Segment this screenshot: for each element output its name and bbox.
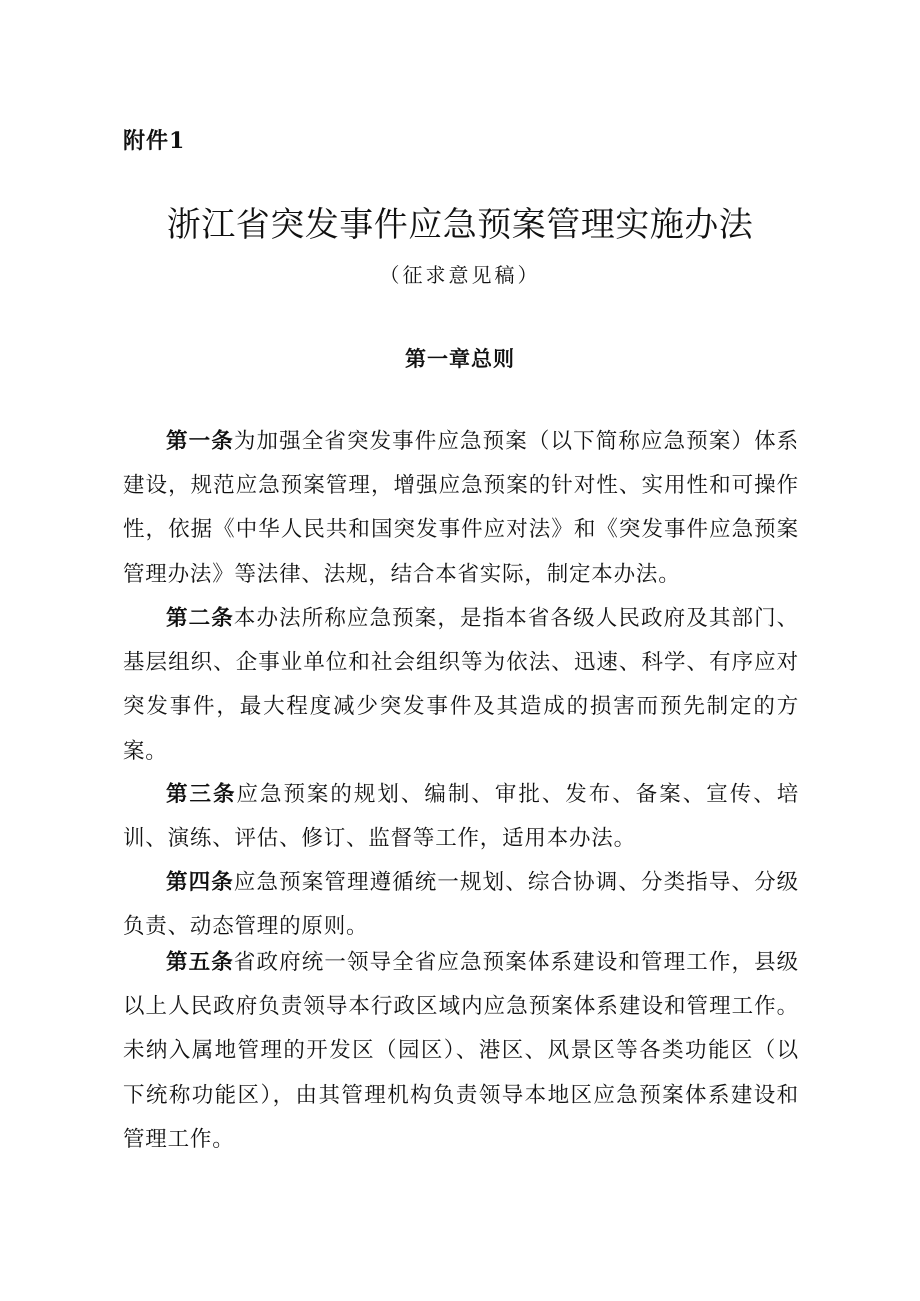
article-5-label: 第五条 bbox=[166, 950, 234, 975]
article-4-label: 第四条 bbox=[166, 870, 234, 895]
attachment-label: 附件1 bbox=[123, 128, 186, 154]
document-title: 浙江省突发事件应急预案管理实施办法 bbox=[166, 205, 754, 245]
article-2-paragraph bbox=[123, 597, 799, 774]
article-2-label: 第二条 bbox=[166, 606, 234, 631]
article-1-text: 为加强全省突发事件应急预案（以下简称应急预案）体系建设，规范应急预案管理，增强应急预案的针对性、实用性和可操作性，依据《中华人民共和国突发事件应对法》和《突发事件应急预案管理办法》等法律、法规，结合本省实际，制定本办法。 bbox=[123, 429, 799, 587]
article-3-paragraph bbox=[123, 773, 799, 861]
article-4-paragraph bbox=[123, 861, 799, 949]
document-subtitle: （征求意见稿） bbox=[379, 263, 541, 287]
article-3-label: 第三条 bbox=[166, 782, 237, 807]
article-2-text: 本办法所称应急预案，是指本省各级人民政府及其部门、基层组织、企事业单位和社会组织等为依法、迅速、科学、有序应对突发事件，最大程度减少突发事件及其造成的损害而预先制定的方案。 bbox=[123, 606, 799, 764]
article-1-label: 第一条 bbox=[166, 429, 234, 454]
article-1-paragraph bbox=[123, 420, 799, 597]
article-5-paragraph bbox=[123, 941, 799, 1162]
article-5-text: 省政府统一领导全省应急预案体系建设和管理工作，县级以上人民政府负责领导本行政区域内应急预案体系建设和管理工作。未纳入属地管理的开发区（园区）、港区、风景区等各类功能区（以下统称功能区），由其管理机构负责领导本地区应急预案体系建设和管理工作。 bbox=[123, 950, 799, 1152]
chapter-heading: 第一章总则 bbox=[405, 346, 515, 371]
article-4-text: 应急预案管理遵循统一规划、综合协调、分类指导、分级负责、动态管理的原则。 bbox=[123, 870, 799, 940]
article-3-text: 应急预案的规划、编制、审批、发布、备案、宣传、培训、演练、评估、修订、监督等工作，适用本办法。 bbox=[123, 782, 799, 852]
